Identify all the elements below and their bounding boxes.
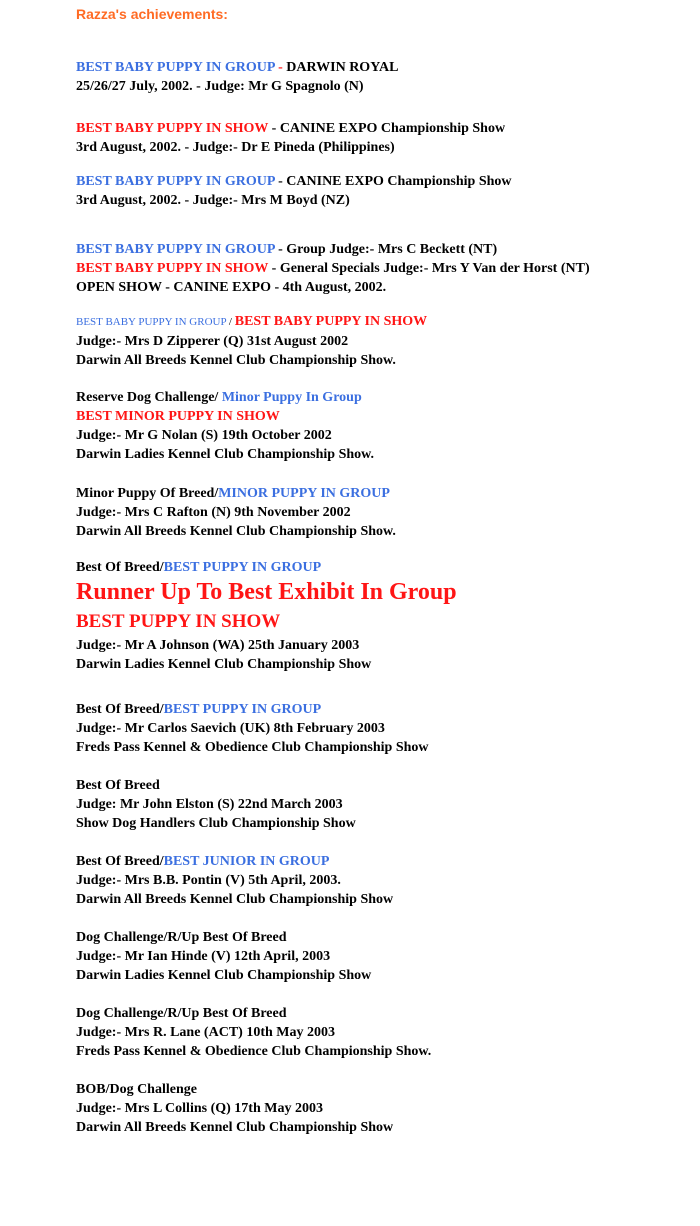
achievement-text-black: Darwin Ladies Kennel Club Championship Show bbox=[76, 657, 372, 672]
achievement-text-red: BEST MINOR PUPPY IN SHOW bbox=[76, 409, 280, 424]
achievement-text-black: 3rd August, 2002. - Judge:- Dr E Pineda (Philippines) bbox=[76, 140, 395, 155]
achievement-line bbox=[76, 719, 429, 738]
achievement-block bbox=[76, 172, 512, 210]
achievement-text-black: - CANINE EXPO Championship Show bbox=[268, 121, 506, 136]
achievement-text-red: BEST BABY PUPPY IN SHOW bbox=[234, 314, 428, 329]
achievement-text-blue: BEST PUPPY IN GROUP bbox=[163, 560, 322, 575]
achievement-block bbox=[76, 484, 396, 541]
achievement-line bbox=[76, 577, 457, 610]
achievement-text-black: Show Dog Handlers Club Championship Show bbox=[76, 816, 356, 831]
achievement-line bbox=[76, 119, 505, 138]
achievement-text-black: Dog Challenge/R/Up Best Of Breed bbox=[76, 930, 287, 945]
achievement-text-blue: BEST BABY PUPPY IN GROUP bbox=[76, 174, 275, 189]
achievement-text-red: BEST PUPPY IN SHOW bbox=[76, 611, 281, 632]
achievement-text-black: Best Of Breed/ bbox=[76, 702, 164, 717]
achievement-text-black: BOB/Dog Challenge bbox=[76, 1082, 197, 1097]
achievement-text-blue: BEST BABY PUPPY IN GROUP bbox=[76, 316, 227, 328]
achievement-line bbox=[76, 1023, 431, 1042]
achievement-text-red: BEST BABY PUPPY IN SHOW bbox=[76, 121, 269, 136]
achievement-block bbox=[76, 558, 457, 674]
achievement-block bbox=[76, 928, 371, 985]
achievement-line bbox=[76, 388, 374, 407]
achievement-line bbox=[76, 776, 356, 795]
achievement-line bbox=[76, 77, 398, 96]
achievement-block bbox=[76, 58, 398, 96]
achievement-line bbox=[76, 655, 457, 674]
achievement-block bbox=[76, 852, 393, 909]
achievement-text-black: Reserve Dog Challenge/ bbox=[76, 390, 222, 405]
achievement-text-blue: BEST JUNIOR IN GROUP bbox=[163, 854, 330, 869]
achievement-text-black: - General Specials Judge:- Mrs Y Van der Horst (NT) bbox=[268, 261, 590, 276]
achievement-text-black: Darwin Ladies Kennel Club Championship Show bbox=[76, 968, 372, 983]
achievement-line bbox=[76, 445, 374, 464]
achievement-line bbox=[76, 58, 398, 77]
achievement-text-black: Darwin All Breeds Kennel Club Championship Show bbox=[76, 892, 394, 907]
achievement-text-black: Darwin All Breeds Kennel Club Championship Show. bbox=[76, 353, 396, 368]
achievement-line bbox=[76, 172, 512, 191]
achievement-line bbox=[76, 1080, 393, 1099]
achievement-text-black: Judge:- Mr Carlos Saevich (UK) 8th February 2003 bbox=[76, 721, 385, 736]
achievement-text-black: Judge:- Mrs L Collins (Q) 17th May 2003 bbox=[76, 1101, 323, 1116]
achievement-text-black: Freds Pass Kennel & Obedience Club Championship Show. bbox=[76, 1044, 432, 1059]
achievement-line bbox=[76, 738, 429, 757]
achievement-text-black: - Group Judge:- Mrs C Beckett (NT) bbox=[274, 242, 498, 257]
achievement-line bbox=[76, 332, 427, 351]
achievement-line bbox=[76, 240, 590, 259]
achievement-line bbox=[76, 312, 427, 332]
achievement-block bbox=[76, 1004, 431, 1061]
achievement-text-black: Darwin Ladies Kennel Club Championship Show. bbox=[76, 447, 374, 462]
achievement-line bbox=[76, 1099, 393, 1118]
achievement-line bbox=[76, 1004, 431, 1023]
achievement-text-black: Judge:- Mr A Johnson (WA) 25th January 2003 bbox=[76, 638, 360, 653]
achievement-block bbox=[76, 1080, 393, 1137]
achievement-text-red: BEST BABY PUPPY IN SHOW bbox=[76, 261, 269, 276]
achievement-text-blue: MINOR PUPPY IN GROUP bbox=[218, 486, 390, 501]
achievement-text-black: - CANINE EXPO Championship Show bbox=[274, 174, 512, 189]
achievement-line bbox=[76, 1118, 393, 1137]
achievement-text-blue: BEST PUPPY IN GROUP bbox=[163, 702, 322, 717]
page-title: Razza's achievements: bbox=[76, 6, 228, 22]
achievement-line bbox=[76, 278, 590, 297]
achievement-text-black: Dog Challenge/R/Up Best Of Breed bbox=[76, 1006, 287, 1021]
achievement-line bbox=[76, 259, 590, 278]
achievement-line bbox=[76, 966, 371, 985]
achievement-text-black: Best Of Breed/ bbox=[76, 560, 164, 575]
achievement-block bbox=[76, 119, 505, 157]
achievement-line bbox=[76, 426, 374, 445]
achievement-block bbox=[76, 776, 356, 833]
achievement-line bbox=[76, 890, 393, 909]
achievement-text-blue: BEST BABY PUPPY IN GROUP bbox=[76, 242, 275, 257]
achievement-line bbox=[76, 138, 505, 157]
achievement-line bbox=[76, 700, 429, 719]
achievement-line bbox=[76, 351, 427, 370]
achievement-line bbox=[76, 407, 374, 426]
achievement-text-red: - bbox=[274, 60, 287, 75]
achievement-line bbox=[76, 191, 512, 210]
achievement-text-black: Judge:- Mrs C Rafton (N) 9th November 2002 bbox=[76, 505, 351, 520]
achievement-line bbox=[76, 522, 396, 541]
achievement-text-blue: Minor Puppy In Group bbox=[221, 390, 362, 405]
achievement-line bbox=[76, 947, 371, 966]
achievement-text-black: DARWIN ROYAL bbox=[286, 60, 399, 75]
achievement-text-black: Minor Puppy Of Breed/ bbox=[76, 486, 219, 501]
achievement-block bbox=[76, 240, 590, 297]
achievement-text-black: / bbox=[226, 316, 235, 328]
achievement-text-black: 3rd August, 2002. - Judge:- Mrs M Boyd (NZ) bbox=[76, 193, 350, 208]
achievement-line bbox=[76, 852, 393, 871]
achievement-text-red: Runner Up To Best Exhibit In Group bbox=[76, 579, 457, 605]
achievement-text-black: Judge:- Mr Ian Hinde (V) 12th April, 2003 bbox=[76, 949, 331, 964]
achievement-line bbox=[76, 1042, 431, 1061]
achievement-text-black: OPEN SHOW - CANINE EXPO - 4th August, 2002. bbox=[76, 280, 387, 295]
achievement-text-black: 25/26/27 July, 2002. - Judge: Mr G Spagnolo (N) bbox=[76, 79, 364, 94]
achievement-text-black: Judge:- Mrs B.B. Pontin (V) 5th April, 2003. bbox=[76, 873, 341, 888]
achievement-line bbox=[76, 814, 356, 833]
achievement-block bbox=[76, 700, 429, 757]
achievement-line bbox=[76, 928, 371, 947]
achievement-line bbox=[76, 503, 396, 522]
achievement-block bbox=[76, 312, 427, 370]
achievement-line bbox=[76, 484, 396, 503]
achievement-line bbox=[76, 558, 457, 577]
achievement-text-black: Freds Pass Kennel & Obedience Club Championship Show bbox=[76, 740, 429, 755]
achievement-text-black: Judge:- Mrs D Zipperer (Q) 31st August 2002 bbox=[76, 334, 349, 349]
achievement-text-black: Darwin All Breeds Kennel Club Championship Show bbox=[76, 1120, 394, 1135]
achievement-line bbox=[76, 795, 356, 814]
achievement-text-black: Best Of Breed bbox=[76, 778, 160, 793]
achievement-line bbox=[76, 610, 457, 636]
achievement-text-black: Darwin All Breeds Kennel Club Championship Show. bbox=[76, 524, 396, 539]
achievement-block bbox=[76, 388, 374, 464]
achievement-text-black: Judge:- Mrs R. Lane (ACT) 10th May 2003 bbox=[76, 1025, 335, 1040]
achievement-text-blue: BEST BABY PUPPY IN GROUP bbox=[76, 60, 275, 75]
achievement-text-black: Judge: Mr John Elston (S) 22nd March 2003 bbox=[76, 797, 343, 812]
achievement-text-black: Best Of Breed/ bbox=[76, 854, 164, 869]
achievement-line bbox=[76, 871, 393, 890]
achievement-line bbox=[76, 636, 457, 655]
achievement-text-black: Judge:- Mr G Nolan (S) 19th October 2002 bbox=[76, 428, 332, 443]
